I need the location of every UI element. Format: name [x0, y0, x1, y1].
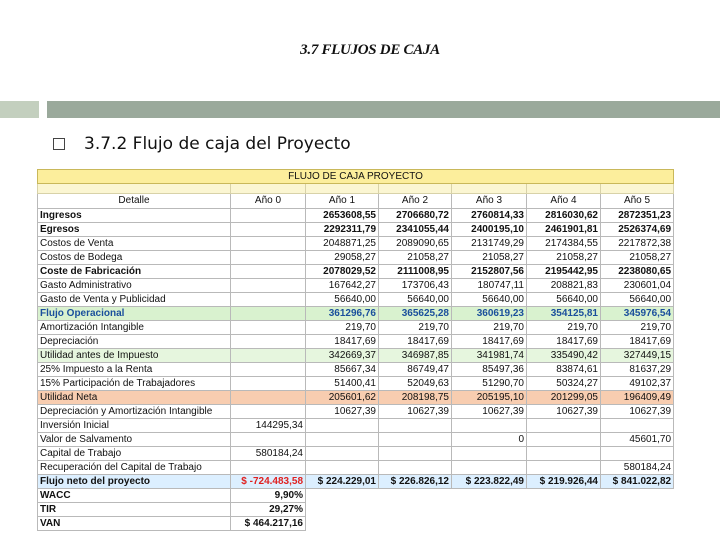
table-cell: 29058,27 — [306, 251, 379, 265]
spacer-row — [38, 184, 674, 194]
table-cell — [231, 391, 306, 405]
table-cell: 86749,47 — [379, 363, 452, 377]
table-cell: 346987,85 — [379, 349, 452, 363]
table-cell: 360619,23 — [452, 307, 527, 321]
section-heading: 3.7.2 Flujo de caja del Proyecto — [84, 134, 351, 154]
table-cell: 85497,36 — [452, 363, 527, 377]
row-label: Utilidad Neta — [38, 391, 231, 405]
table-cell: 196409,49 — [601, 391, 674, 405]
table-cell — [231, 405, 306, 419]
table-cell — [231, 377, 306, 391]
table-cell: 2760814,33 — [452, 209, 527, 223]
column-header: Año 4 — [527, 194, 601, 209]
table-cell: 219,70 — [601, 321, 674, 335]
table-cell: 342669,37 — [306, 349, 379, 363]
table-cell: 2653608,55 — [306, 209, 379, 223]
table-cell: 327449,15 — [601, 349, 674, 363]
table-cell: 21058,27 — [601, 251, 674, 265]
table-cell: 21058,27 — [452, 251, 527, 265]
table-cell: 0 — [452, 433, 527, 447]
table-cell — [231, 461, 306, 475]
table-cell — [231, 209, 306, 223]
table-row — [38, 307, 674, 321]
table-cell: 45601,70 — [601, 433, 674, 447]
slide-title: 3.7 FLUJOS DE CAJA — [300, 42, 440, 58]
table-cell: 219,70 — [379, 321, 452, 335]
table-cell: $ 224.229,01 — [306, 475, 379, 489]
table-row — [38, 405, 674, 419]
table-cell: 81637,29 — [601, 363, 674, 377]
table-cell: 167642,27 — [306, 279, 379, 293]
table-title: FLUJO DE CAJA PROYECTO — [38, 170, 674, 184]
table-cell — [231, 321, 306, 335]
table-row — [38, 475, 674, 489]
row-label: Amortización Intangible — [38, 321, 231, 335]
row-label: Depreciación y Amortización Intangible — [38, 405, 231, 419]
square-bullet-icon — [53, 138, 65, 150]
table-cell: 144295,34 — [231, 419, 306, 433]
table-row — [38, 433, 674, 447]
summary-row — [38, 503, 674, 517]
summary-value: 9,90% — [231, 489, 306, 503]
table-cell: 56640,00 — [601, 293, 674, 307]
cash-flow-spreadsheet — [37, 169, 673, 531]
table-cell — [306, 461, 379, 475]
table-row — [38, 293, 674, 307]
table-cell: 10627,39 — [527, 405, 601, 419]
table-cell: 18417,69 — [527, 335, 601, 349]
table-cell — [527, 447, 601, 461]
table-cell: 2174384,55 — [527, 237, 601, 251]
table-cell: $ -724.483,58 — [231, 475, 306, 489]
row-label: Costos de Venta — [38, 237, 231, 251]
table-row — [38, 251, 674, 265]
table-row — [38, 461, 674, 475]
table-row — [38, 391, 674, 405]
table-cell: 2195442,95 — [527, 265, 601, 279]
table-cell — [231, 265, 306, 279]
accent-bar-right — [47, 101, 720, 118]
row-label: Gasto de Venta y Publicidad — [38, 293, 231, 307]
table-cell: 230601,04 — [601, 279, 674, 293]
table-cell: 219,70 — [452, 321, 527, 335]
row-label: Inversión Inicial — [38, 419, 231, 433]
table-cell: 52049,63 — [379, 377, 452, 391]
column-header: Año 2 — [379, 194, 452, 209]
summary-row — [38, 517, 674, 531]
table-row — [38, 419, 674, 433]
table-cell: 201299,05 — [527, 391, 601, 405]
table-cell: 56640,00 — [379, 293, 452, 307]
summary-label: TIR — [38, 503, 231, 517]
table-cell: 49102,37 — [601, 377, 674, 391]
table-cell: $ 226.826,12 — [379, 475, 452, 489]
table-cell: 341981,74 — [452, 349, 527, 363]
table-cell — [452, 447, 527, 461]
table-cell — [527, 461, 601, 475]
table-cell: 361296,76 — [306, 307, 379, 321]
table-row — [38, 223, 674, 237]
table-cell — [379, 447, 452, 461]
table-cell: 18417,69 — [306, 335, 379, 349]
table-cell: 2872351,23 — [601, 209, 674, 223]
table-cell: 2078029,52 — [306, 265, 379, 279]
table-cell — [231, 335, 306, 349]
column-header: Año 5 — [601, 194, 674, 209]
table-cell — [231, 349, 306, 363]
table-cell — [452, 461, 527, 475]
row-label: Utilidad antes de Impuesto — [38, 349, 231, 363]
table-cell — [231, 237, 306, 251]
table-cell: 2217872,38 — [601, 237, 674, 251]
row-label: Depreciación — [38, 335, 231, 349]
table-row — [38, 377, 674, 391]
table-cell: 2238080,65 — [601, 265, 674, 279]
table-row — [38, 237, 674, 251]
table-cell — [306, 447, 379, 461]
table-row — [38, 279, 674, 293]
summary-label: WACC — [38, 489, 231, 503]
table-cell: 2400195,10 — [452, 223, 527, 237]
table-cell — [306, 433, 379, 447]
table-cell: 219,70 — [306, 321, 379, 335]
table-cell: 18417,69 — [379, 335, 452, 349]
table-cell: 205195,10 — [452, 391, 527, 405]
table-cell: 51290,70 — [452, 377, 527, 391]
summary-row — [38, 489, 674, 503]
summary-value: 29,27% — [231, 503, 306, 517]
table-cell: 2152807,56 — [452, 265, 527, 279]
table-row — [38, 349, 674, 363]
column-header: Año 0 — [231, 194, 306, 209]
table-cell: 335490,42 — [527, 349, 601, 363]
table-cell — [231, 223, 306, 237]
row-label: Ingresos — [38, 209, 231, 223]
table-cell: 10627,39 — [379, 405, 452, 419]
row-label: 25% Impuesto a la Renta — [38, 363, 231, 377]
table-cell — [231, 433, 306, 447]
table-cell: 2706680,72 — [379, 209, 452, 223]
table-cell — [306, 419, 379, 433]
table-cell: 50324,27 — [527, 377, 601, 391]
table-cell: 10627,39 — [306, 405, 379, 419]
table-cell: 56640,00 — [452, 293, 527, 307]
table-cell — [379, 419, 452, 433]
summary-label: VAN — [38, 517, 231, 531]
table-cell: 51400,41 — [306, 377, 379, 391]
table-cell: 18417,69 — [452, 335, 527, 349]
row-label: Coste de Fabricación — [38, 265, 231, 279]
table-cell: 2131749,29 — [452, 237, 527, 251]
table-cell: 205601,62 — [306, 391, 379, 405]
table-cell: 2111008,95 — [379, 265, 452, 279]
table-cell: 580184,24 — [601, 461, 674, 475]
row-label: Flujo Operacional — [38, 307, 231, 321]
table-cell: 365625,28 — [379, 307, 452, 321]
row-label: Egresos — [38, 223, 231, 237]
table-cell: 2089090,65 — [379, 237, 452, 251]
table-row — [38, 447, 674, 461]
table-cell — [601, 419, 674, 433]
table-row — [38, 363, 674, 377]
table-cell: 2292311,79 — [306, 223, 379, 237]
cash-flow-table — [37, 169, 674, 531]
table-row — [38, 209, 674, 223]
table-cell: 56640,00 — [306, 293, 379, 307]
table-cell: 10627,39 — [601, 405, 674, 419]
table-cell — [527, 419, 601, 433]
table-title-row — [38, 170, 674, 184]
table-cell: 208198,75 — [379, 391, 452, 405]
row-label: 15% Participación de Trabajadores — [38, 377, 231, 391]
table-cell: 10627,39 — [452, 405, 527, 419]
row-label: Flujo neto del proyecto — [38, 475, 231, 489]
table-cell: 354125,81 — [527, 307, 601, 321]
table-cell: 83874,61 — [527, 363, 601, 377]
header-row — [38, 194, 674, 209]
table-cell: 2048871,25 — [306, 237, 379, 251]
table-row — [38, 335, 674, 349]
table-cell: 2526374,69 — [601, 223, 674, 237]
table-cell: 173706,43 — [379, 279, 452, 293]
table-cell: 21058,27 — [379, 251, 452, 265]
table-cell — [231, 363, 306, 377]
row-label: Gasto Administrativo — [38, 279, 231, 293]
row-label: Costos de Bodega — [38, 251, 231, 265]
table-cell: $ 841.022,82 — [601, 475, 674, 489]
summary-value: $ 464.217,16 — [231, 517, 306, 531]
table-cell: $ 223.822,49 — [452, 475, 527, 489]
table-cell: 85667,34 — [306, 363, 379, 377]
table-cell — [527, 433, 601, 447]
table-cell — [601, 447, 674, 461]
table-cell: 18417,69 — [601, 335, 674, 349]
table-cell — [452, 419, 527, 433]
row-label: Capital de Trabajo — [38, 447, 231, 461]
column-header: Año 1 — [306, 194, 379, 209]
table-cell: 219,70 — [527, 321, 601, 335]
table-cell: 2341055,44 — [379, 223, 452, 237]
table-cell: 580184,24 — [231, 447, 306, 461]
table-cell — [379, 461, 452, 475]
table-cell: 2461901,81 — [527, 223, 601, 237]
table-cell — [231, 307, 306, 321]
table-row — [38, 321, 674, 335]
table-cell — [231, 279, 306, 293]
table-cell: 208821,83 — [527, 279, 601, 293]
table-cell: 2816030,62 — [527, 209, 601, 223]
table-cell: 56640,00 — [527, 293, 601, 307]
table-cell: 180747,11 — [452, 279, 527, 293]
table-cell: 21058,27 — [527, 251, 601, 265]
row-label: Valor de Salvamento — [38, 433, 231, 447]
column-header: Año 3 — [452, 194, 527, 209]
accent-bar-left — [0, 101, 39, 118]
row-label: Recuperación del Capital de Trabajo — [38, 461, 231, 475]
table-cell — [379, 433, 452, 447]
table-row — [38, 265, 674, 279]
table-cell — [231, 251, 306, 265]
table-cell — [231, 293, 306, 307]
column-header: Detalle — [38, 194, 231, 209]
table-cell: $ 219.926,44 — [527, 475, 601, 489]
table-cell: 345976,54 — [601, 307, 674, 321]
